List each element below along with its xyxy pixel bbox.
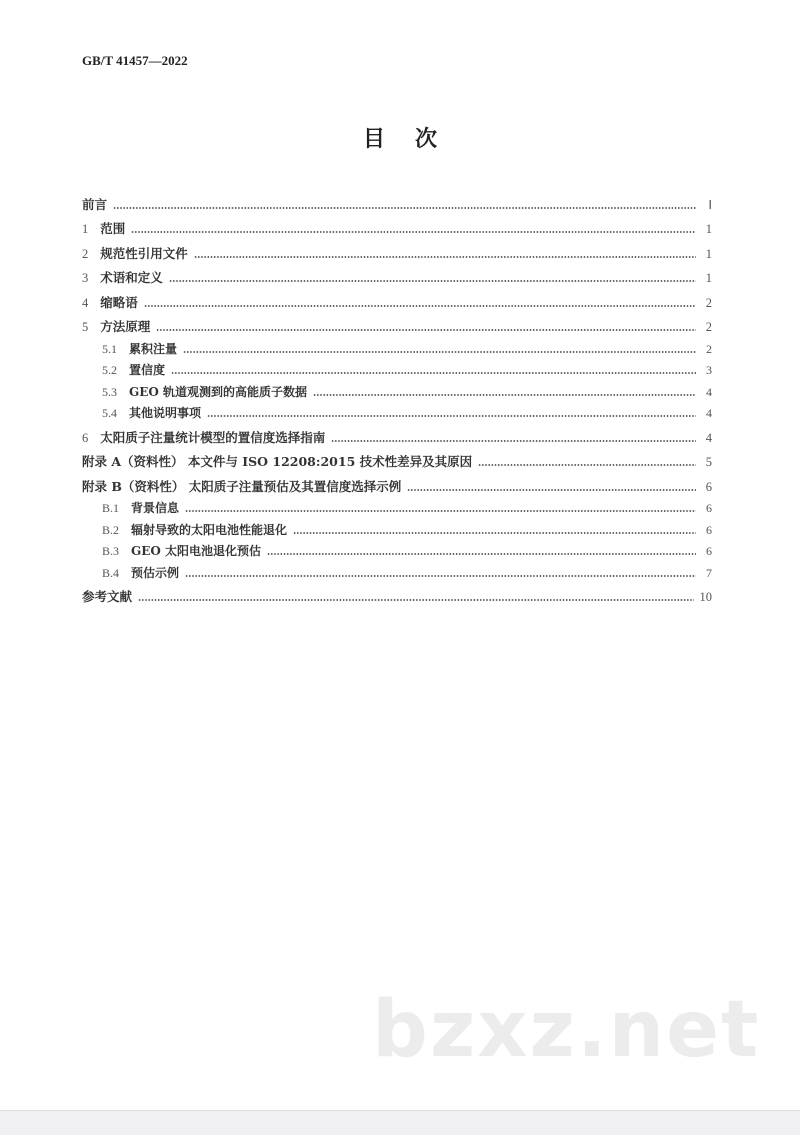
- watermark: bzxz.net: [372, 985, 761, 1075]
- toc-entry-page: 10: [699, 590, 712, 604]
- toc-entry-number: 5.4: [102, 406, 117, 420]
- dot-leader: [131, 231, 696, 233]
- page-title: 目次: [362, 126, 467, 152]
- toc-entry-label: 预估示例: [131, 565, 180, 580]
- dot-leader: [183, 351, 696, 353]
- toc-entry-page: 4: [706, 384, 712, 399]
- toc-entry-number: 6: [82, 430, 89, 445]
- dot-leader: [156, 329, 696, 331]
- toc-entry-number: 1: [82, 222, 89, 236]
- toc-entry-label: 附录 A（资料性） 本文件与 ISO 12208:2015 技术性差异及其原因: [82, 454, 473, 469]
- toc-entry-page: 1: [705, 222, 712, 236]
- toc-entry-page: 4: [706, 406, 712, 420]
- dot-leader: [113, 207, 696, 209]
- toc-entry-page: 6: [706, 544, 712, 558]
- toc-entry[interactable]: [82, 470, 712, 495]
- toc-entry-label: 置信度: [129, 363, 166, 377]
- toc-entry-number: B.3: [102, 544, 120, 558]
- toc-entry-label: 前言: [82, 196, 108, 212]
- toc-entry[interactable]: [82, 581, 712, 606]
- dot-leader: [171, 372, 696, 374]
- toc-entry[interactable]: [82, 213, 712, 238]
- toc-entry[interactable]: [82, 421, 712, 446]
- toc-entry-number: 5.1: [102, 341, 117, 356]
- toc-entry[interactable]: [82, 357, 712, 379]
- toc-entry-label: 缩略语: [100, 294, 138, 310]
- dot-leader: [293, 532, 696, 534]
- toc-entry[interactable]: [82, 335, 712, 357]
- toc-entry-label: 附录 B（资料性） 太阳质子注量预估及其置信度选择示例: [82, 478, 402, 494]
- toc-entry[interactable]: [82, 538, 712, 560]
- toc-entry-label: 辐射导致的太阳电池性能退化: [131, 522, 288, 537]
- table-of-contents: [82, 188, 712, 605]
- toc-entry[interactable]: [82, 286, 712, 311]
- toc-entry-page: 1: [705, 271, 712, 285]
- toc-entry-page: 4: [705, 430, 712, 445]
- toc-entry-number: B.4: [102, 565, 120, 580]
- toc-entry-page: 2: [706, 341, 712, 356]
- toc-entry-page: 3: [706, 363, 712, 377]
- toc-entry-page: 6: [706, 522, 712, 537]
- toc-entry[interactable]: [82, 516, 712, 538]
- toc-entry-page: 1: [705, 246, 712, 261]
- dot-leader: [185, 510, 696, 512]
- toc-entry-page: 6: [706, 501, 712, 515]
- toc-entry-page: 2: [705, 295, 712, 310]
- dot-leader: [138, 599, 693, 601]
- toc-entry-page: Ⅰ: [708, 197, 712, 212]
- toc-entry-page: 5: [705, 455, 712, 469]
- toc-entry-label: 太阳质子注量统计模型的置信度选择指南: [100, 429, 326, 445]
- dot-leader: [144, 305, 696, 307]
- toc-entry-label: 参考文献: [82, 589, 133, 604]
- toc-entry[interactable]: [82, 559, 712, 581]
- toc-entry[interactable]: [82, 400, 712, 422]
- dot-leader: [169, 280, 696, 282]
- toc-entry-label: 范围: [100, 221, 126, 236]
- toc-entry[interactable]: [82, 446, 712, 471]
- dot-leader: [407, 489, 696, 491]
- toc-entry-label: 方法原理: [100, 319, 151, 334]
- dot-leader: [313, 394, 696, 396]
- toc-entry[interactable]: [82, 495, 712, 517]
- toc-entry-number: 5.2: [102, 363, 117, 377]
- toc-entry-label: 其他说明事项: [129, 406, 202, 420]
- toc-entry-page: 2: [705, 320, 712, 334]
- dot-leader: [267, 553, 696, 555]
- toc-entry-page: 7: [706, 565, 712, 580]
- toc-entry[interactable]: [82, 311, 712, 336]
- toc-entry-label: GEO 轨道观测到的高能质子数据: [129, 384, 308, 399]
- toc-entry-number: 5: [82, 320, 89, 334]
- toc-entry-label: 累积注量: [129, 341, 178, 356]
- toc-entry-number: 3: [82, 271, 89, 285]
- toc-entry[interactable]: [82, 262, 712, 287]
- dot-leader: [478, 464, 696, 466]
- toc-entry-number: B.2: [102, 522, 120, 537]
- toc-entry-label: GEO 太阳电池退化预估: [131, 544, 262, 558]
- toc-entry[interactable]: [82, 188, 712, 213]
- dot-leader: [194, 256, 696, 258]
- toc-entry-number: 5.3: [102, 384, 117, 399]
- toc-entry-label: 背景信息: [131, 501, 180, 515]
- toc-entry-number: 4: [82, 295, 89, 310]
- dot-leader: [331, 440, 696, 442]
- toc-entry-page: 6: [705, 479, 712, 494]
- standard-code-header: GB/T 41457—2022: [82, 53, 188, 68]
- toc-entry-label: 术语和定义: [100, 270, 163, 285]
- toc-entry-number: 2: [82, 246, 89, 261]
- toc-entry[interactable]: [82, 378, 712, 400]
- toc-entry-label: 规范性引用文件: [100, 245, 188, 261]
- dot-leader: [207, 415, 696, 417]
- toc-entry-number: B.1: [102, 501, 120, 515]
- viewer-bottom-bar: [0, 1110, 800, 1135]
- toc-entry[interactable]: [82, 237, 712, 262]
- dot-leader: [185, 575, 696, 577]
